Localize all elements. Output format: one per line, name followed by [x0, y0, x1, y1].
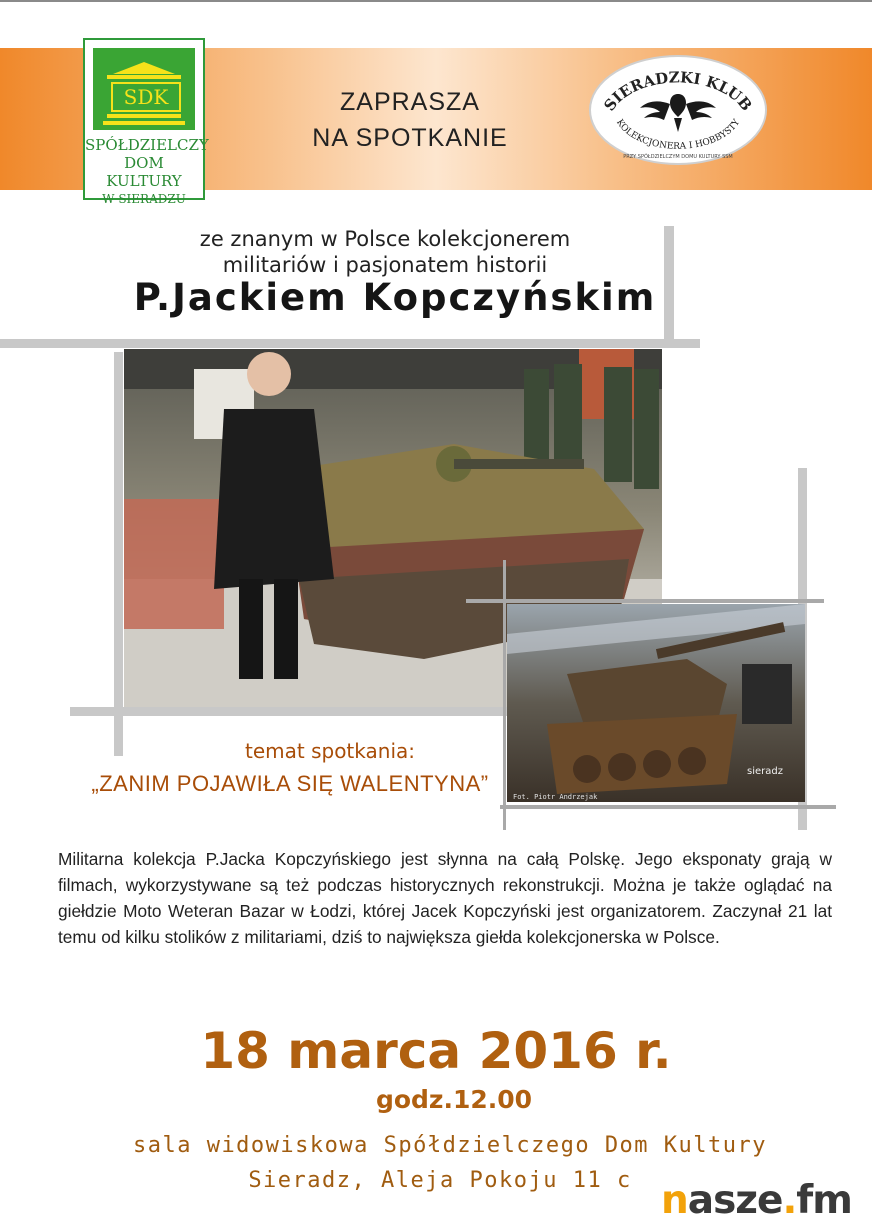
- sdk-name: SPÓŁDZIELCZY DOM KULTURY W SIERADZU: [85, 136, 209, 206]
- decor-line: [114, 352, 123, 756]
- invitation-text: ZAPRASZA NA SPOTKANIE: [312, 88, 508, 152]
- topic-label: temat spotkania:: [245, 739, 415, 763]
- club-logo: [588, 54, 768, 166]
- sdk-logo-emblem: [93, 48, 195, 130]
- club-bottom-text: KOLEKCJONERA I HOBBYSTY: [613, 117, 743, 152]
- top-border-line: [0, 0, 872, 2]
- photo-credit: Fot. Piotr Andrzejak: [513, 793, 598, 801]
- decor-line: [500, 805, 836, 809]
- decor-line: [466, 599, 824, 603]
- description-paragraph: Militarna kolekcja P.Jacka Kopczyńskiego jest słynna na całą Polskę. Jego eksponaty grają w filmach, wykorzystywane są też podczas historycznych rekonstrukcji. Można je także oglądać na giełdzie Moto Weteran Bazar w Łodzi, której Jacek Kopczyński jest organizatorem. Zaczynał 21 lat temu od kilku stolików z militariami, dziś to największa giełda kolekcjonerska w Polsce.: [58, 849, 832, 947]
- sdk-logo: [83, 38, 209, 206]
- topic-title: „ZANIM POJAWIŁA SIĘ WALENTYNA”: [91, 771, 489, 796]
- intro-text: ze znanym w Polsce kolekcjonerem militariów i pasjonatem historii: [199, 227, 571, 277]
- second-photo: [507, 604, 805, 802]
- event-place: sala widowiskowa Spółdzielczego Dom Kultury: [132, 1133, 768, 1158]
- event-time: godz.12.00: [375, 1085, 533, 1114]
- sdk-abbr: SDK: [111, 82, 181, 112]
- nasze-fm-logo: nasze.fm: [661, 1178, 852, 1223]
- decor-line: [0, 339, 700, 348]
- decor-line: [70, 707, 550, 716]
- photo-watermark: sieradz: [747, 766, 783, 777]
- guest-name: P.Jackiem Kopczyńskim: [133, 276, 657, 319]
- event-address: Sieradz, Aleja Pokoju 11 c: [248, 1168, 632, 1193]
- event-date: 18 marca 2016 r.: [200, 1022, 672, 1080]
- club-small-text: PRZY SPÓŁDZIELCZYM DOMU KULTURY SSM: [623, 154, 733, 160]
- club-top-text: SIERADZKI KLUB: [600, 68, 756, 115]
